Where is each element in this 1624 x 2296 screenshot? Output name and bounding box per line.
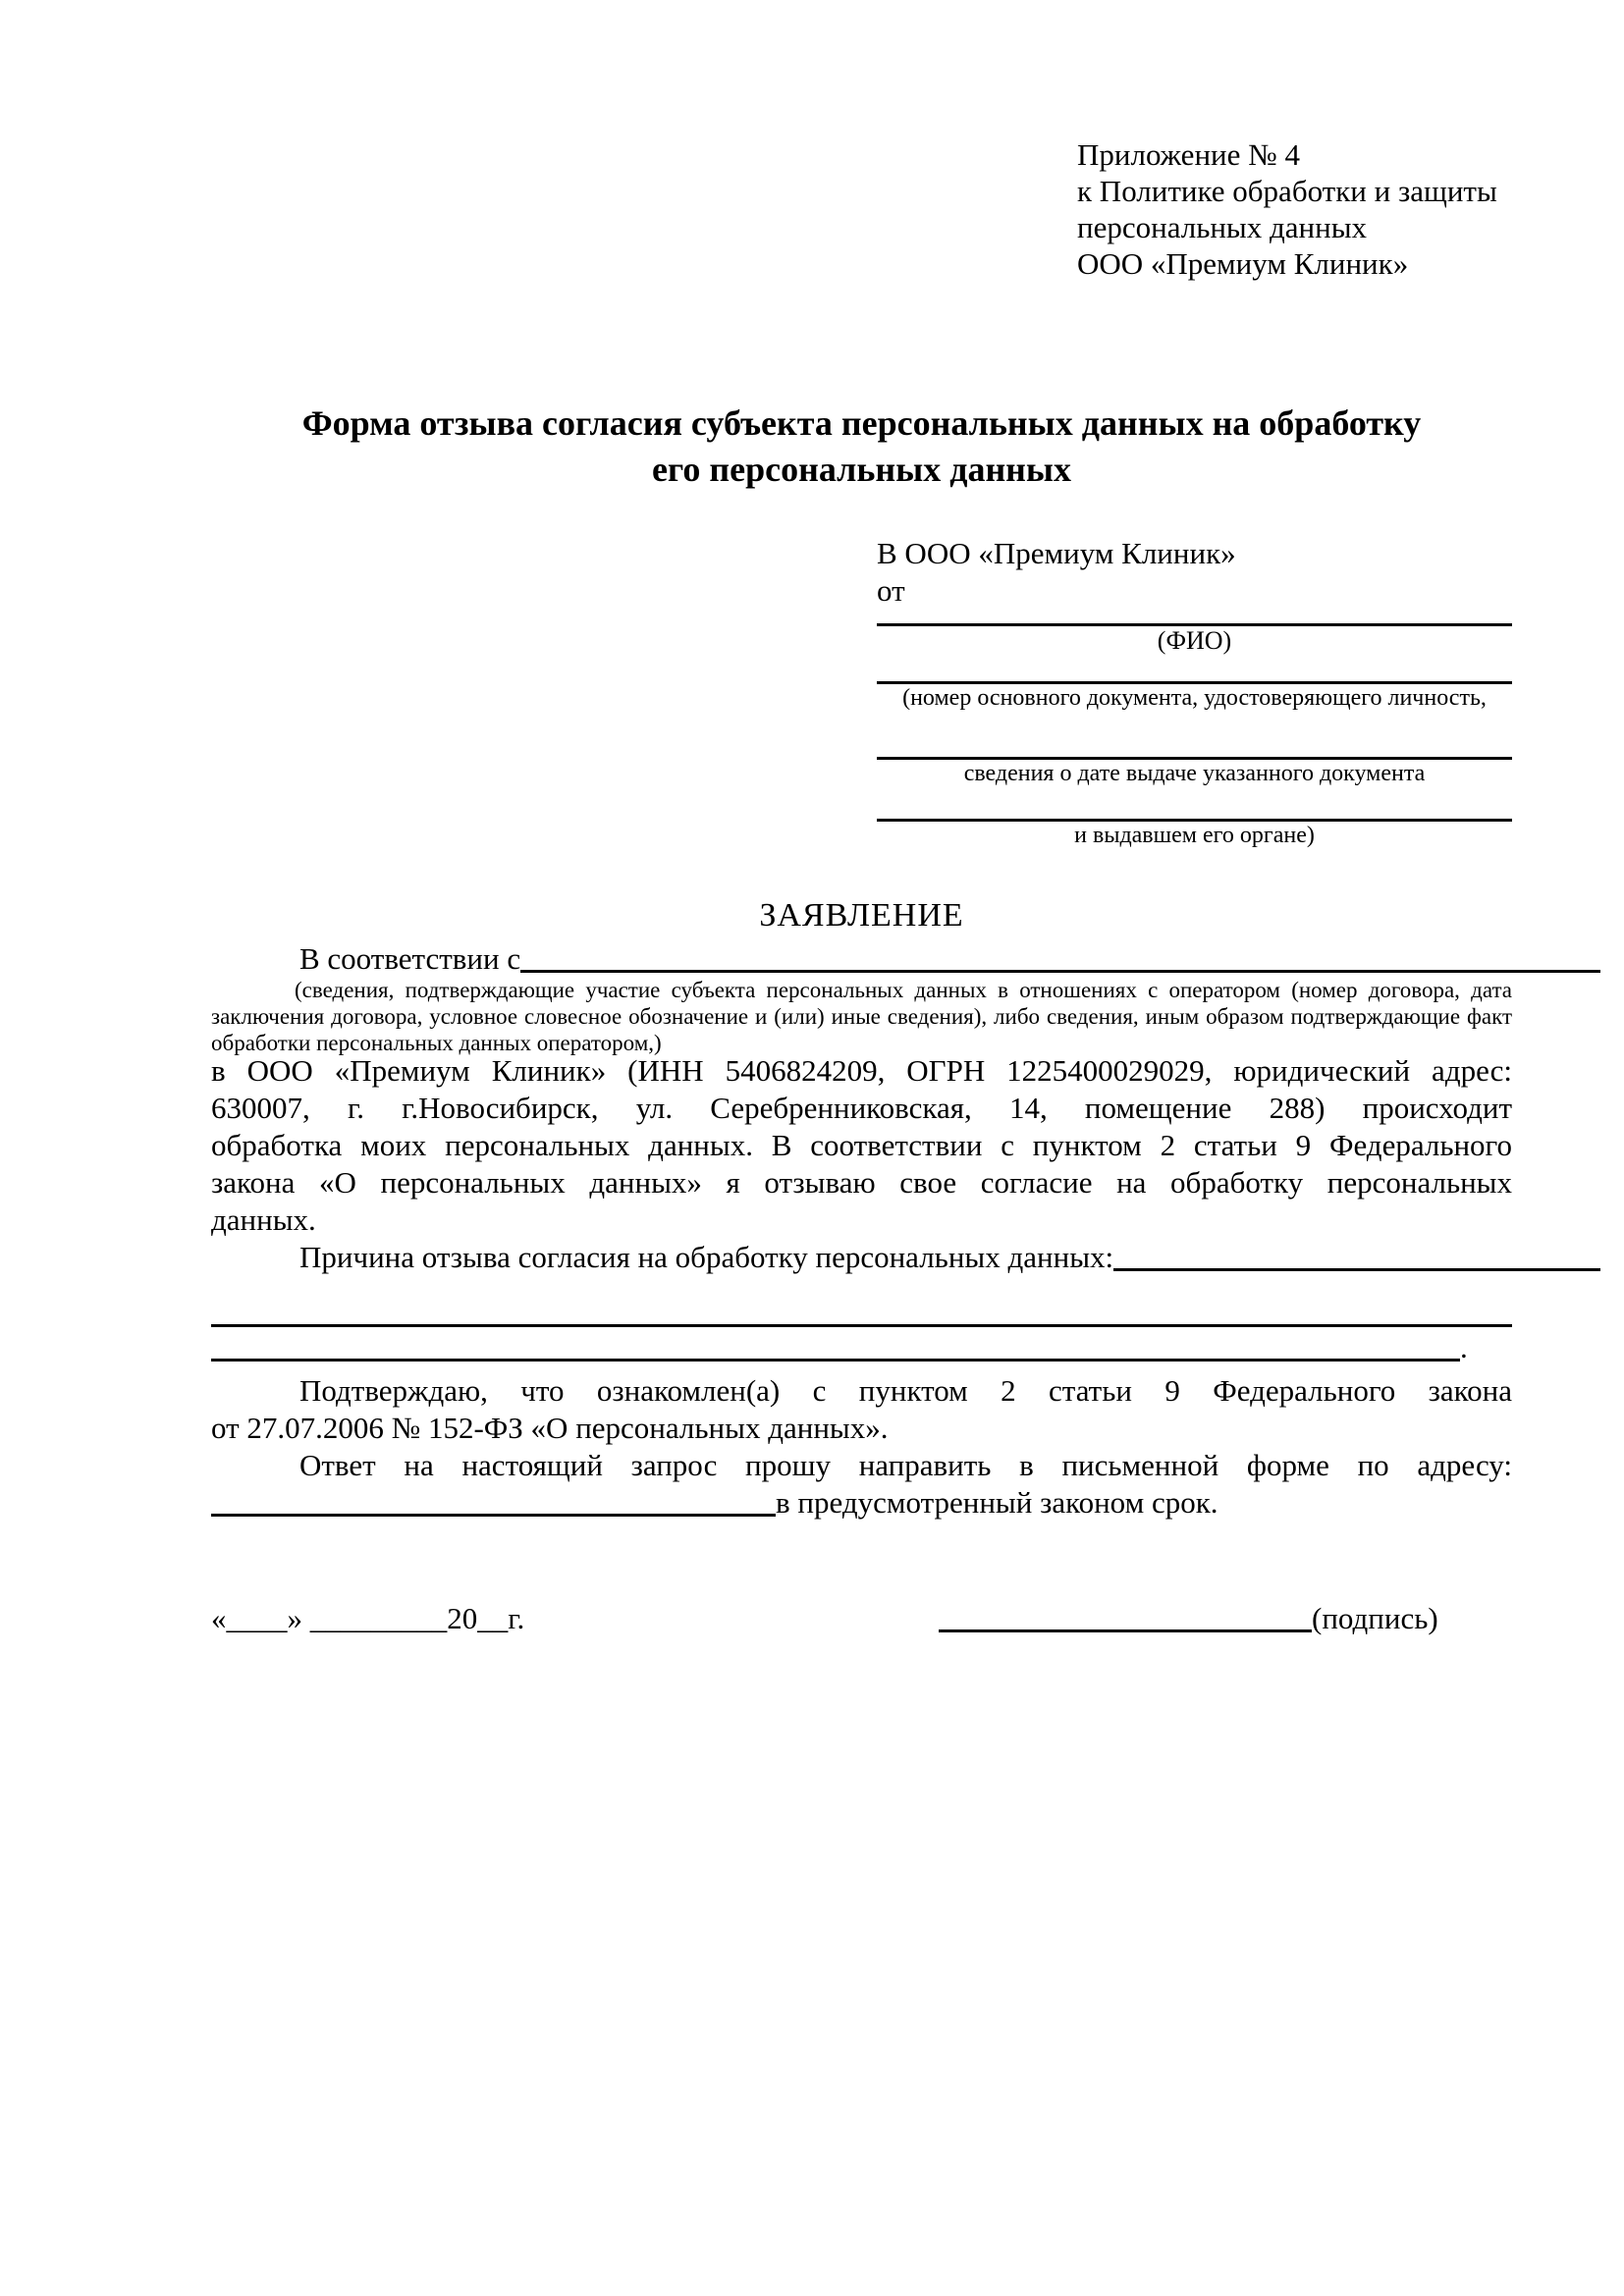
statement-body [211, 1052, 1512, 1239]
confirmation-paragraph [211, 1372, 1512, 1447]
text-line: закона «О персональных данных» я отзываю свое согласие на обработку персональных [211, 1165, 1512, 1200]
text-line: от 27.07.2006 № 152-ФЗ «О персональных данных». [211, 1411, 889, 1445]
document-number-blank-line [877, 675, 1512, 684]
text-line: заключения договора, условное словесное обозначение и (или) иные сведения), либо сведения, иным образом подтверждающие факт [211, 1004, 1512, 1029]
accordance-footnote [211, 977, 1512, 1056]
addressee-block [877, 535, 1512, 849]
signature-row [211, 1600, 1512, 1637]
document-issue-date-caption: сведения о дате выдаче указанного документа [963, 761, 1426, 786]
text-line: Подтверждаю, что ознакомлен(а) с пунктом 2 статьи 9 Федерального закона [299, 1373, 1512, 1408]
addressee-from-label: от [877, 573, 905, 608]
document-issuer-blank-line [877, 813, 1512, 822]
document-issuer-caption: и выдавшем его органе) [1074, 823, 1315, 848]
text-line: в ООО «Премиум Клиник» (ИНН 5406824209, ОГРН 1225400029029, юридический адрес: [211, 1053, 1512, 1088]
response-paragraph [211, 1447, 1512, 1522]
text-line: Форма отзыва согласия субъекта персональных данных на обработку [301, 403, 1422, 443]
reason-line [211, 1239, 1600, 1276]
text-line: персональных данных [1077, 210, 1368, 244]
text-line: Приложение № 4 [1077, 137, 1300, 172]
accordance-blank-line [520, 940, 1600, 973]
address-blank-line [211, 1484, 776, 1517]
text-line: обработки персональных данных оператором,) [211, 1031, 662, 1055]
period-mark: . [1460, 1330, 1468, 1364]
response-tail: в предусмотренный законом срок. [776, 1485, 1218, 1520]
text-line: к Политике обработки и защиты [1077, 174, 1497, 208]
text-line: ООО «Премиум Клиник» [1077, 246, 1409, 281]
response-address-line [211, 1484, 1512, 1522]
document-title [211, 400, 1512, 493]
response-intro: Ответ на настоящий запрос прошу направить в письменной форме по адресу: [299, 1448, 1512, 1482]
text-line: (сведения, подтверждающие участие субъекта персональных данных в отношениях с оператором (номер договора, дата [295, 978, 1512, 1002]
signature-caption: (подпись) [1312, 1601, 1438, 1635]
text-line: его персональных данных [651, 450, 1072, 489]
annex-note [1077, 136, 1497, 282]
fio-caption: (ФИО) [1157, 626, 1232, 655]
statement-heading: ЗАЯВЛЕНИЕ [759, 897, 964, 934]
document-number-caption: (номер основного документа, удостоверяющего личность, [902, 685, 1487, 711]
addressee-organization: В ООО «Премиум Клиник» [877, 536, 1236, 570]
reason-label: Причина отзыва согласия на обработку персональных данных: [299, 1240, 1114, 1274]
text-line: 630007, г. г.Новосибирск, ул. Серебренниковская, 14, помещение 288) происходит [211, 1091, 1512, 1125]
reason-continuation-line-1 [211, 1324, 1512, 1327]
accordance-prefix: В соответствии с [299, 941, 521, 976]
signature-area [939, 1600, 1438, 1637]
reason-blank-line [1113, 1239, 1600, 1271]
reason-continuation-line-2 [211, 1329, 1512, 1366]
signature-blank-line [939, 1600, 1312, 1632]
text-line: обработка моих персональных данных. В соответствии с пунктом 2 статьи 9 Федерального [211, 1128, 1512, 1162]
accordance-line [211, 940, 1600, 978]
date-placeholder: «____» _________20__г. [211, 1601, 525, 1635]
fio-blank-line [877, 617, 1512, 626]
reason-continuation-blank [211, 1329, 1460, 1362]
text-line: данных. [211, 1202, 316, 1237]
document-issue-date-blank-line [877, 751, 1512, 760]
